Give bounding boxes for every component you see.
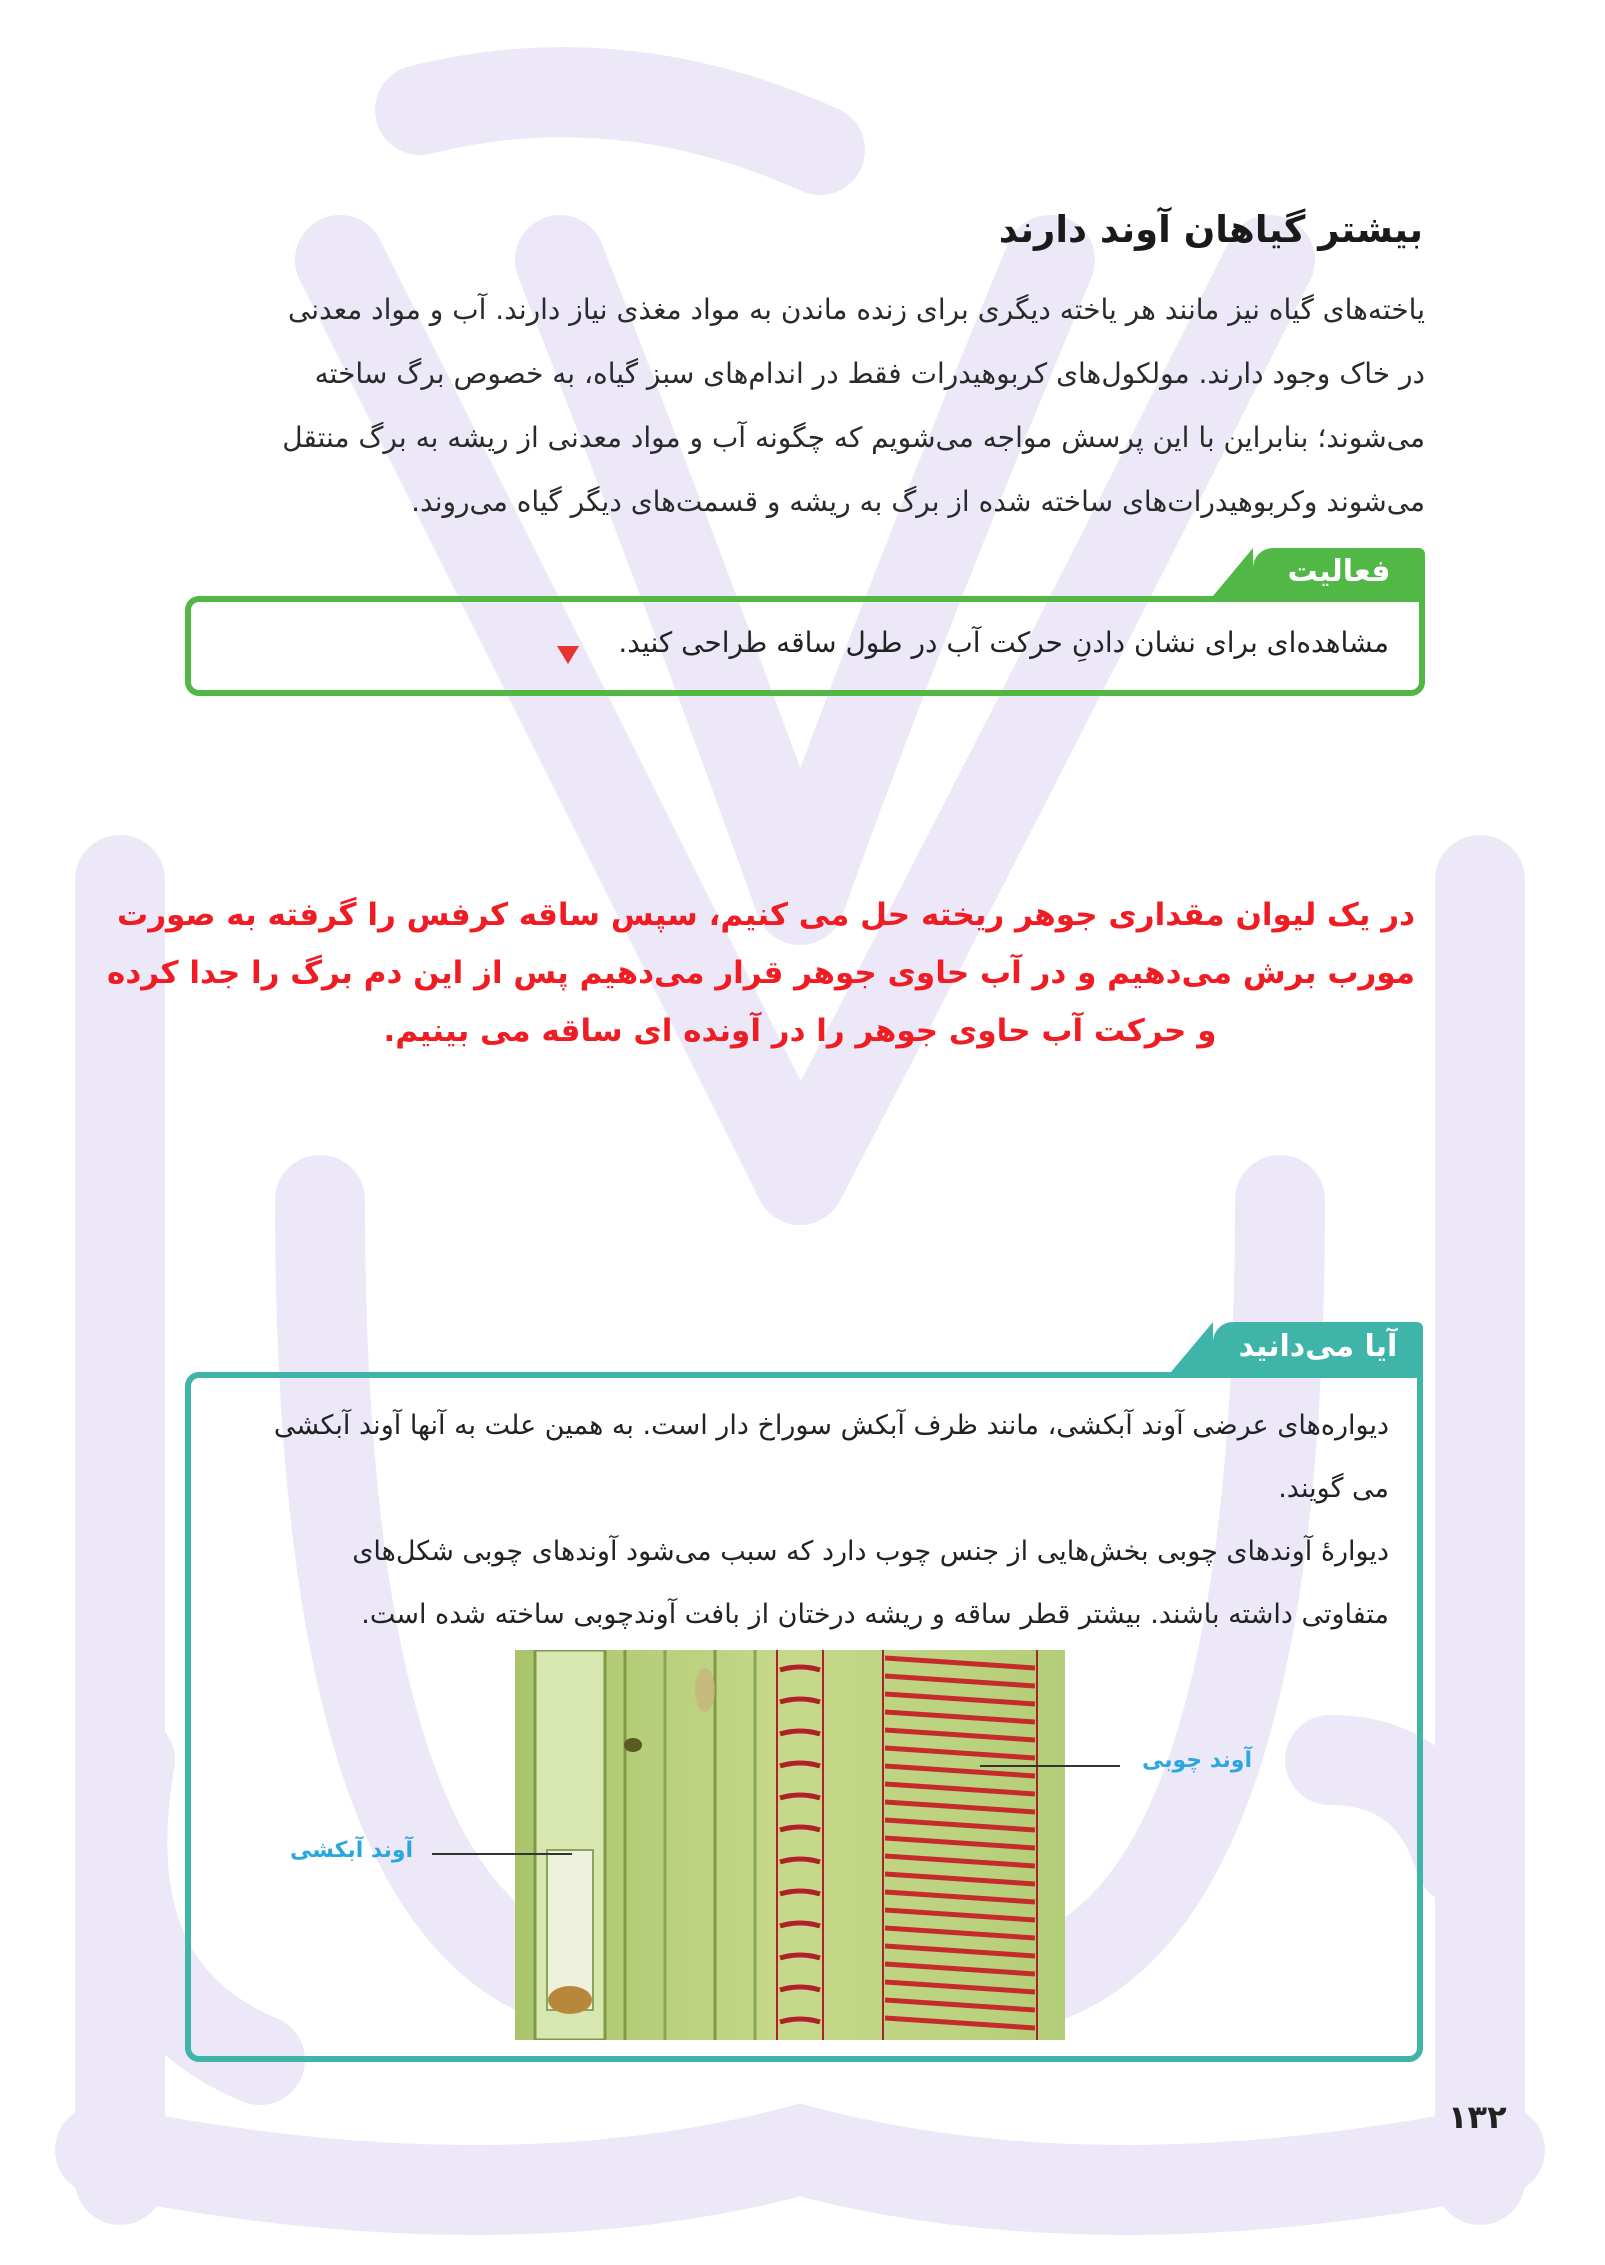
did-you-know-tab: آیا می‌دانید bbox=[1213, 1322, 1423, 1372]
answer-line: و حرکت آب حاوی جوهر را در آونده ای ساقه می بینیم. bbox=[383, 1013, 1217, 1049]
answer-line: در یک لیوان مقداری جوهر ریخته حل می کنیم، سپس ساقه کرفس را گرفته به صورت bbox=[117, 897, 1415, 933]
dyk-line: دیواره‌های عرضی آوند آبکشی، مانند ظرف آبکش سوراخ دار است. به همین علت به آنها آوند آبکشی bbox=[273, 1410, 1389, 1441]
activity-text: مشاهده‌ای برای نشان دادنِ حرکت آب در طول ساقه طراحی کنید. bbox=[618, 626, 1389, 659]
xylem-leader-line bbox=[980, 1765, 1120, 1767]
dyk-line: می گویند. bbox=[1278, 1473, 1389, 1504]
intro-line: یاخته‌های گیاه نیز مانند هر یاخته دیگری برای زنده ماندن به مواد مغذی نیاز دارند. آب و مواد معدنی bbox=[287, 293, 1425, 326]
red-triangle-icon bbox=[557, 646, 579, 664]
did-you-know-text bbox=[211, 1394, 1389, 1646]
answer-text bbox=[107, 886, 1415, 1060]
intro-line: می‌شوند وکربوهیدرات‌های ساخته شده از برگ به ریشه و قسمت‌های دیگر گیاه می‌روند. bbox=[411, 485, 1425, 518]
intro-line: در خاک وجود دارند. مولکول‌های کربوهیدرات فقط در اندام‌های سبز گیاه، به خصوص برگ ساخته bbox=[314, 357, 1425, 390]
intro-paragraph bbox=[185, 278, 1425, 534]
page-number: ۱۳۲ bbox=[1448, 2098, 1507, 2136]
phloem-leader-line bbox=[432, 1853, 572, 1855]
xylem-label: آوند چوبی bbox=[1142, 1748, 1253, 1773]
dyk-line: دیوارهٔ آوندهای چوبی بخش‌هایی از جنس چوب دارد که سبب می‌شود آوندهای چوبی شکل‌های bbox=[352, 1536, 1389, 1567]
section-heading: بیشتر گیاهان آوند دارند bbox=[998, 208, 1423, 251]
phloem-label: آوند آبکشی bbox=[290, 1838, 414, 1863]
vessel-micrograph bbox=[515, 1650, 1065, 2040]
dyk-line: متفاوتی داشته باشند. بیشتر قطر ساقه و ریشه درختان از بافت آوندچوبی ساخته شده است. bbox=[361, 1599, 1389, 1630]
intro-line: می‌شوند؛ بنابراین با این پرسش مواجه می‌شویم که چگونه آب و مواد معدنی از ریشه به برگ منتقل bbox=[282, 421, 1425, 454]
micrograph-image bbox=[515, 1650, 1065, 2040]
activity-box bbox=[185, 596, 1425, 696]
activity-tab: فعالیت bbox=[1253, 548, 1425, 596]
answer-line: مورب برش می‌دهیم و در آب حاوی جوهر قرار می‌دهیم پس از این دم برگ را جدا کرده bbox=[107, 955, 1415, 991]
